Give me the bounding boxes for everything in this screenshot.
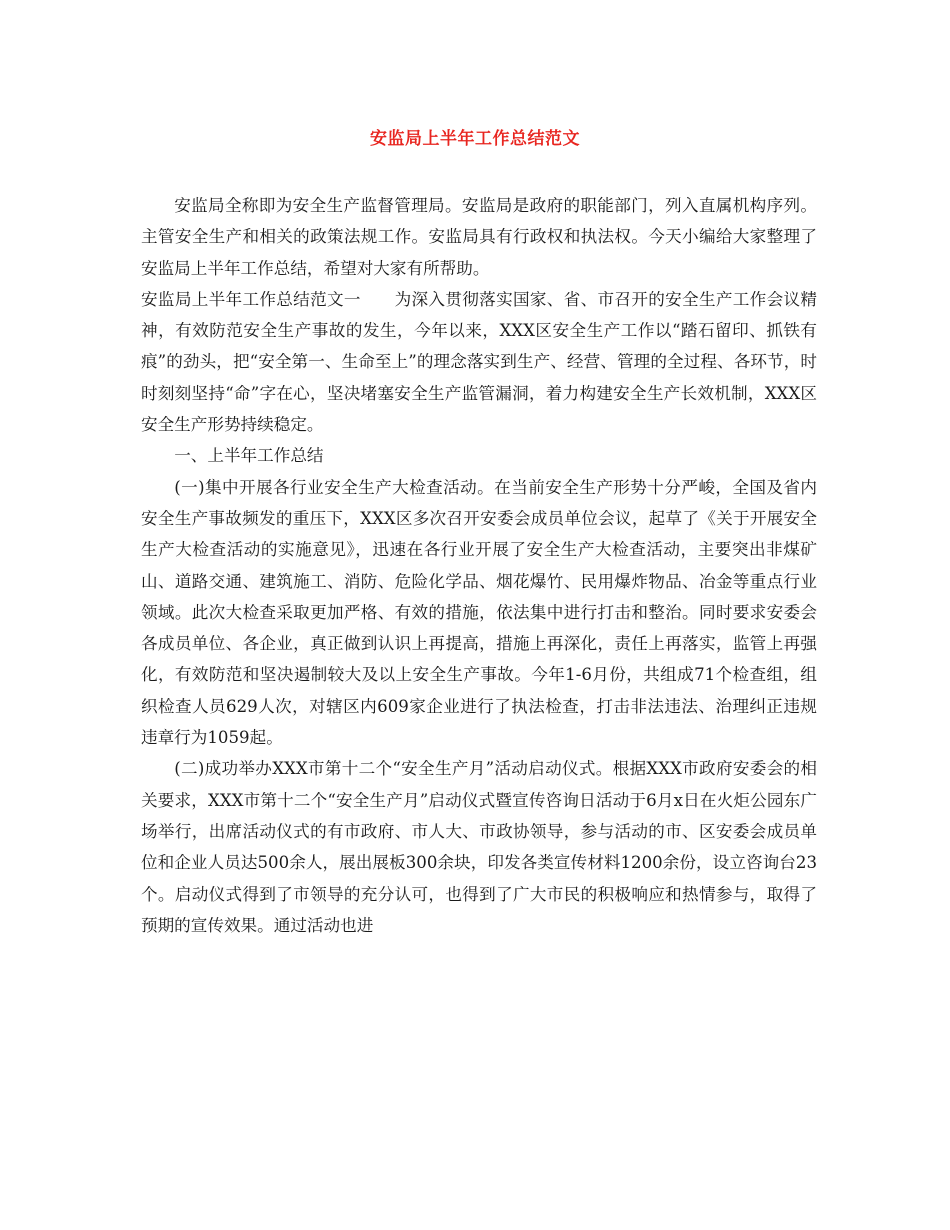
intro-paragraph: 安监局全称即为安全生产监督管理局。安监局是政府的职能部门，列入直属机构序列。主管安全生产和相关的政策法规工作。安监局具有行政权和执法权。今天小编给大家整理了安监局上半年工作总结，希望对大家有所帮助。 [141,196,817,278]
document-body [141,190,817,941]
inspection-paragraph: (一)集中开展各行业安全生产大检查活动。在当前安全生产形势十分严峻，全国及省内安全生产事故频发的重压下，XXX区多次召开安委会成员单位会议，起草了《关于开展安全生产大检查活动的实施意见》，迅速在各行业开展了安全生产大检查活动，主要突出非煤矿山、道路交通、建筑施工、消防、危险化学品、烟花爆竹、民用爆炸物品、冶金等重点行业领域。此次大检查采取更加严格、有效的措施，依法集中进行打击和整治。同时要求安委会各成员单位、各企业，真正做到认识上再提高，措施上再深化，责任上再落实，监管上再强化，有效防范和坚决遏制较大及以上安全生产事故。今年1-6月份，共组成71个检查组，组织检查人员629人次，对辖区内609家企业进行了执法检查，打击非法违法、治理纠正违规违章行为1059起。 [141,477,817,748]
safety-month-paragraph: (二)成功举办XXX市第十二个“安全生产月”活动启动仪式。根据XXX市政府安委会的相关要求，XXX市第十二个“安全生产月”启动仪式暨宣传咨询日活动于6月x日在火炬公园东广场举行，出席活动仪式的有市政府、市人大、市政协领导，参与活动的市、区安委会成员单位和企业人员达500余人，展出展板300余块，印发各类宣传材料1200余份，设立咨询台23个。启动仪式得到了市领导的充分认可，也得到了广大市民的积极响应和热情参与，取得了预期的宣传效果。通过活动也进 [141,759,817,935]
document-title: 安监局上半年工作总结范文 [370,129,580,149]
heading-first-half-summary: 一、上半年工作总结 [174,446,324,466]
section-one-paragraph: 安监局上半年工作总结范文一 为深入贯彻落实国家、省、市召开的安全生产工作会议精神，有效防范安全生产事故的发生，今年以来，XXX区安全生产工作以“踏石留印、抓铁有痕”的劲头，把“安全第一、生命至上”的理念落实到生产、经营、管理的全过程、各环节，时时刻刻坚持“命”字在心，坚决堵塞安全生产监管漏洞，着力构建安全生产长效机制，XXX区安全生产形势持续稳定。 [141,289,817,435]
